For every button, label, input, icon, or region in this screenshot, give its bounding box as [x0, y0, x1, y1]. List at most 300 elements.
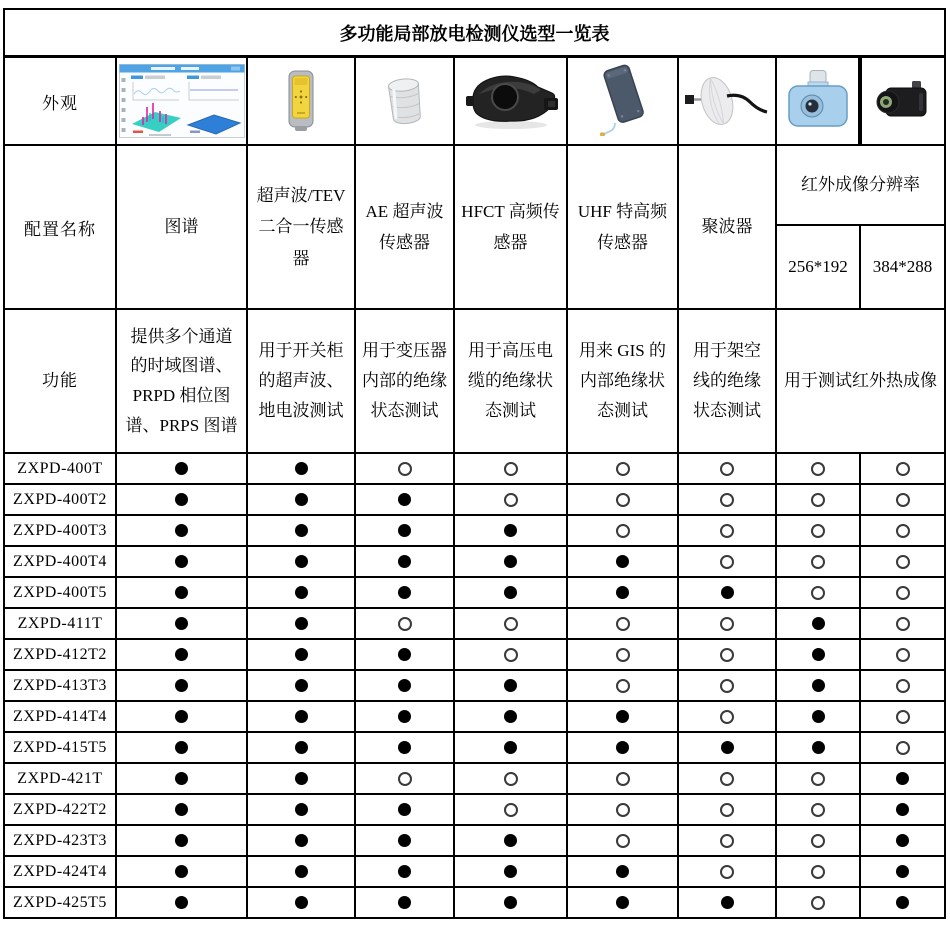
- table-row: [4, 856, 945, 887]
- function-tev: 用于开关柜的超声波、地电波测试: [247, 309, 355, 453]
- dot-cell-filled: [116, 825, 247, 856]
- dot-cell-open: [860, 608, 945, 639]
- dot-cell-filled: [116, 670, 247, 701]
- table-row: [4, 701, 945, 732]
- open-circle-icon: [616, 772, 630, 786]
- filled-circle-icon: [398, 896, 411, 909]
- filled-circle-icon: [295, 710, 308, 723]
- filled-circle-icon: [896, 834, 909, 847]
- dot-cell-filled: [247, 701, 355, 732]
- filled-circle-icon: [398, 648, 411, 661]
- dot-cell-filled: [776, 639, 860, 670]
- filled-circle-icon: [175, 555, 188, 568]
- filled-circle-icon: [295, 803, 308, 816]
- filled-circle-icon: [721, 896, 734, 909]
- dot-cell-filled: [860, 825, 945, 856]
- dot-cell-open: [454, 639, 567, 670]
- open-circle-icon: [811, 524, 825, 538]
- table-row: [4, 763, 945, 794]
- dot-cell-filled: [454, 732, 567, 763]
- dot-cell-filled: [454, 825, 567, 856]
- dot-cell-open: [567, 515, 678, 546]
- filled-circle-icon: [295, 555, 308, 568]
- function-collector: 用于架空线的绝缘状态测试: [678, 309, 776, 453]
- dot-cell-open: [860, 639, 945, 670]
- parabolic-collector-image: [678, 57, 776, 146]
- filled-circle-icon: [616, 555, 629, 568]
- table-row: [4, 515, 945, 546]
- open-circle-icon: [616, 648, 630, 662]
- model-name: ZXPD-423T3: [4, 825, 116, 856]
- open-circle-icon: [720, 679, 734, 693]
- filled-circle-icon: [721, 586, 734, 599]
- dot-cell-filled: [247, 577, 355, 608]
- dot-cell-filled: [247, 732, 355, 763]
- dot-cell-filled: [454, 546, 567, 577]
- filled-circle-icon: [504, 834, 517, 847]
- dot-cell-open: [567, 453, 678, 484]
- dot-cell-open: [860, 670, 945, 701]
- dot-cell-open: [776, 825, 860, 856]
- dot-cell-open: [860, 515, 945, 546]
- table-row: [4, 546, 945, 577]
- filled-circle-icon: [812, 617, 825, 630]
- model-name: ZXPD-400T3: [4, 515, 116, 546]
- open-circle-icon: [896, 741, 910, 755]
- open-circle-icon: [720, 772, 734, 786]
- dot-cell-filled: [776, 732, 860, 763]
- open-circle-icon: [811, 803, 825, 817]
- open-circle-icon: [504, 772, 518, 786]
- dot-cell-open: [776, 887, 860, 918]
- filled-circle-icon: [504, 741, 517, 754]
- table-row: [4, 453, 945, 484]
- open-circle-icon: [896, 617, 910, 631]
- model-name: ZXPD-400T4: [4, 546, 116, 577]
- open-circle-icon: [504, 462, 518, 476]
- open-circle-icon: [811, 772, 825, 786]
- filled-circle-icon: [398, 865, 411, 878]
- dot-cell-filled: [860, 856, 945, 887]
- filled-circle-icon: [295, 462, 308, 475]
- dot-cell-open: [678, 484, 776, 515]
- dot-cell-filled: [860, 763, 945, 794]
- open-circle-icon: [720, 555, 734, 569]
- appearance-label: 外观: [4, 57, 116, 146]
- dot-cell-open: [776, 577, 860, 608]
- open-circle-icon: [398, 462, 412, 476]
- page-title: 多功能局部放电检测仪选型一览表: [4, 9, 945, 57]
- filled-circle-icon: [616, 896, 629, 909]
- config-label: 配置名称: [4, 145, 116, 309]
- dot-cell-filled: [776, 608, 860, 639]
- dot-cell-filled: [355, 825, 454, 856]
- filled-circle-icon: [616, 741, 629, 754]
- filled-circle-icon: [398, 803, 411, 816]
- ae-ultrasonic-sensor-image: [355, 57, 454, 146]
- function-uhf: 用来 GIS 的内部绝缘状态测试: [567, 309, 678, 453]
- filled-circle-icon: [295, 741, 308, 754]
- dot-cell-open: [860, 577, 945, 608]
- open-circle-icon: [811, 834, 825, 848]
- dot-cell-open: [678, 856, 776, 887]
- open-circle-icon: [720, 865, 734, 879]
- filled-circle-icon: [398, 834, 411, 847]
- dot-cell-filled: [454, 856, 567, 887]
- dot-cell-filled: [116, 732, 247, 763]
- open-circle-icon: [616, 803, 630, 817]
- ir-resolution-256: 256*192: [776, 225, 860, 309]
- filled-circle-icon: [504, 679, 517, 692]
- dot-cell-filled: [355, 639, 454, 670]
- appearance-row: [4, 57, 945, 146]
- dot-cell-filled: [355, 732, 454, 763]
- filled-circle-icon: [295, 772, 308, 785]
- filled-circle-icon: [616, 865, 629, 878]
- dot-cell-filled: [678, 887, 776, 918]
- open-circle-icon: [896, 555, 910, 569]
- dot-cell-open: [678, 546, 776, 577]
- dot-cell-filled: [567, 856, 678, 887]
- dot-cell-open: [860, 701, 945, 732]
- model-name: ZXPD-424T4: [4, 856, 116, 887]
- filled-circle-icon: [721, 741, 734, 754]
- dot-cell-open: [355, 608, 454, 639]
- dot-cell-filled: [116, 453, 247, 484]
- dot-cell-filled: [567, 546, 678, 577]
- ir-resolution-header: 红外成像分辨率: [776, 145, 945, 225]
- tev-sensor-image: [247, 57, 355, 146]
- function-spectrum: 提供多个通道的时域图谱、PRPD 相位图谱、PRPS 图谱: [116, 309, 247, 453]
- hfct-sensor-image: [454, 57, 567, 146]
- dot-cell-filled: [355, 794, 454, 825]
- open-circle-icon: [896, 524, 910, 538]
- model-name: ZXPD-412T2: [4, 639, 116, 670]
- open-circle-icon: [896, 586, 910, 600]
- dot-cell-open: [776, 453, 860, 484]
- dot-cell-open: [567, 484, 678, 515]
- open-circle-icon: [616, 617, 630, 631]
- filled-circle-icon: [504, 586, 517, 599]
- dot-cell-filled: [678, 577, 776, 608]
- function-ae: 用于变压器内部的绝缘状态测试: [355, 309, 454, 453]
- open-circle-icon: [720, 462, 734, 476]
- function-ir: 用于测试红外热成像: [776, 309, 945, 453]
- dot-cell-filled: [116, 515, 247, 546]
- filled-circle-icon: [175, 462, 188, 475]
- dot-cell-open: [678, 763, 776, 794]
- dot-cell-open: [776, 856, 860, 887]
- dot-cell-filled: [567, 577, 678, 608]
- open-circle-icon: [720, 710, 734, 724]
- dot-cell-filled: [355, 515, 454, 546]
- filled-circle-icon: [175, 741, 188, 754]
- open-circle-icon: [811, 896, 825, 910]
- table-row: [4, 639, 945, 670]
- dot-cell-filled: [116, 608, 247, 639]
- dot-cell-filled: [247, 639, 355, 670]
- dot-cell-filled: [116, 701, 247, 732]
- filled-circle-icon: [295, 896, 308, 909]
- table-row: [4, 732, 945, 763]
- dot-cell-open: [567, 825, 678, 856]
- dot-cell-filled: [247, 887, 355, 918]
- model-name: ZXPD-421T: [4, 763, 116, 794]
- filled-circle-icon: [398, 555, 411, 568]
- dot-cell-open: [355, 763, 454, 794]
- uhf-sensor-image: [567, 57, 678, 146]
- filled-circle-icon: [295, 679, 308, 692]
- open-circle-icon: [398, 772, 412, 786]
- dot-cell-filled: [454, 887, 567, 918]
- dot-cell-open: [776, 484, 860, 515]
- dot-cell-open: [678, 608, 776, 639]
- filled-circle-icon: [295, 493, 308, 506]
- dot-cell-filled: [116, 763, 247, 794]
- config-name-uhf: UHF 特高频传感器: [567, 145, 678, 309]
- dot-cell-open: [454, 794, 567, 825]
- open-circle-icon: [616, 679, 630, 693]
- dot-cell-open: [678, 701, 776, 732]
- table-row: [4, 608, 945, 639]
- dot-cell-open: [454, 453, 567, 484]
- dot-cell-open: [567, 608, 678, 639]
- config-name-tev: 超声波/TEV 二合一传感器: [247, 145, 355, 309]
- config-name-collector: 聚波器: [678, 145, 776, 309]
- dot-cell-filled: [116, 887, 247, 918]
- model-name: ZXPD-413T3: [4, 670, 116, 701]
- open-circle-icon: [504, 617, 518, 631]
- table-row: [4, 577, 945, 608]
- dot-cell-open: [678, 670, 776, 701]
- open-circle-icon: [504, 803, 518, 817]
- filled-circle-icon: [175, 896, 188, 909]
- dot-cell-open: [678, 453, 776, 484]
- dot-cell-filled: [678, 732, 776, 763]
- open-circle-icon: [896, 462, 910, 476]
- config-name-ae: AE 超声波传感器: [355, 145, 454, 309]
- model-name: ZXPD-415T5: [4, 732, 116, 763]
- dot-cell-filled: [247, 484, 355, 515]
- dot-cell-open: [776, 546, 860, 577]
- config-name-row: [4, 145, 945, 225]
- function-hfct: 用于高压电缆的绝缘状态测试: [454, 309, 567, 453]
- open-circle-icon: [896, 710, 910, 724]
- filled-circle-icon: [175, 617, 188, 630]
- model-name: ZXPD-400T5: [4, 577, 116, 608]
- open-circle-icon: [720, 493, 734, 507]
- open-circle-icon: [504, 648, 518, 662]
- dot-cell-open: [678, 515, 776, 546]
- filled-circle-icon: [175, 648, 188, 661]
- open-circle-icon: [720, 617, 734, 631]
- dot-cell-filled: [247, 608, 355, 639]
- model-name: ZXPD-411T: [4, 608, 116, 639]
- ir-resolution-384: 384*288: [860, 225, 945, 309]
- filled-circle-icon: [616, 586, 629, 599]
- open-circle-icon: [811, 586, 825, 600]
- open-circle-icon: [811, 555, 825, 569]
- dot-cell-filled: [454, 670, 567, 701]
- filled-circle-icon: [175, 772, 188, 785]
- filled-circle-icon: [295, 617, 308, 630]
- open-circle-icon: [720, 648, 734, 662]
- dot-cell-filled: [247, 763, 355, 794]
- filled-circle-icon: [175, 586, 188, 599]
- filled-circle-icon: [896, 772, 909, 785]
- dot-cell-filled: [116, 577, 247, 608]
- filled-circle-icon: [896, 896, 909, 909]
- filled-circle-icon: [175, 524, 188, 537]
- dot-cell-open: [567, 763, 678, 794]
- ir-camera-image: [776, 57, 860, 146]
- filled-circle-icon: [896, 803, 909, 816]
- dot-cell-filled: [355, 484, 454, 515]
- open-circle-icon: [616, 524, 630, 538]
- config-name-hfct: HFCT 高频传感器: [454, 145, 567, 309]
- dot-cell-open: [454, 484, 567, 515]
- filled-circle-icon: [812, 710, 825, 723]
- open-circle-icon: [896, 493, 910, 507]
- model-name: ZXPD-400T2: [4, 484, 116, 515]
- open-circle-icon: [616, 462, 630, 476]
- model-name: ZXPD-414T4: [4, 701, 116, 732]
- dot-cell-filled: [247, 856, 355, 887]
- filled-circle-icon: [504, 710, 517, 723]
- dot-cell-open: [454, 608, 567, 639]
- dot-cell-filled: [116, 794, 247, 825]
- dot-cell-open: [678, 825, 776, 856]
- dot-cell-open: [860, 453, 945, 484]
- model-name: ZXPD-425T5: [4, 887, 116, 918]
- open-circle-icon: [811, 493, 825, 507]
- dot-cell-filled: [247, 515, 355, 546]
- open-circle-icon: [504, 493, 518, 507]
- dot-cell-filled: [567, 701, 678, 732]
- open-circle-icon: [616, 493, 630, 507]
- filled-circle-icon: [398, 493, 411, 506]
- dot-cell-filled: [355, 887, 454, 918]
- table-row: [4, 887, 945, 918]
- filled-circle-icon: [175, 834, 188, 847]
- filled-circle-icon: [812, 679, 825, 692]
- dot-cell-filled: [247, 794, 355, 825]
- open-circle-icon: [896, 679, 910, 693]
- dot-cell-filled: [860, 887, 945, 918]
- filled-circle-icon: [504, 865, 517, 878]
- filled-circle-icon: [896, 865, 909, 878]
- filled-circle-icon: [175, 679, 188, 692]
- dot-cell-open: [860, 732, 945, 763]
- open-circle-icon: [811, 462, 825, 476]
- open-circle-icon: [720, 524, 734, 538]
- dot-cell-filled: [116, 856, 247, 887]
- dot-cell-filled: [247, 546, 355, 577]
- model-name: ZXPD-400T: [4, 453, 116, 484]
- filled-circle-icon: [295, 648, 308, 661]
- open-circle-icon: [398, 617, 412, 631]
- dot-cell-open: [567, 639, 678, 670]
- table-row: [4, 484, 945, 515]
- dot-cell-open: [776, 515, 860, 546]
- dot-cell-open: [355, 453, 454, 484]
- filled-circle-icon: [398, 741, 411, 754]
- table-row: [4, 794, 945, 825]
- table-row: [4, 670, 945, 701]
- filled-circle-icon: [504, 524, 517, 537]
- filled-circle-icon: [398, 524, 411, 537]
- dot-cell-filled: [116, 639, 247, 670]
- dot-cell-filled: [355, 546, 454, 577]
- filled-circle-icon: [398, 679, 411, 692]
- filled-circle-icon: [175, 865, 188, 878]
- dot-cell-open: [776, 794, 860, 825]
- dot-cell-filled: [776, 701, 860, 732]
- dot-cell-filled: [567, 887, 678, 918]
- dot-cell-filled: [247, 453, 355, 484]
- dot-cell-filled: [454, 515, 567, 546]
- dot-cell-filled: [355, 577, 454, 608]
- filled-circle-icon: [175, 710, 188, 723]
- filled-circle-icon: [504, 896, 517, 909]
- filled-circle-icon: [295, 524, 308, 537]
- model-name: ZXPD-422T2: [4, 794, 116, 825]
- spectrum-software-image: [116, 57, 247, 146]
- function-row: [4, 309, 945, 453]
- open-circle-icon: [616, 834, 630, 848]
- dot-cell-filled: [776, 670, 860, 701]
- selection-table: [3, 8, 946, 919]
- open-circle-icon: [811, 865, 825, 879]
- dot-cell-open: [860, 546, 945, 577]
- thermal-imager-image: [860, 57, 945, 146]
- dot-cell-open: [567, 794, 678, 825]
- dot-cell-open: [678, 794, 776, 825]
- filled-circle-icon: [616, 710, 629, 723]
- open-circle-icon: [720, 834, 734, 848]
- filled-circle-icon: [398, 586, 411, 599]
- dot-cell-open: [567, 670, 678, 701]
- filled-circle-icon: [812, 741, 825, 754]
- table-row: [4, 825, 945, 856]
- filled-circle-icon: [504, 555, 517, 568]
- dot-cell-filled: [454, 701, 567, 732]
- dot-cell-open: [860, 484, 945, 515]
- filled-circle-icon: [295, 865, 308, 878]
- open-circle-icon: [896, 648, 910, 662]
- filled-circle-icon: [812, 648, 825, 661]
- filled-circle-icon: [398, 710, 411, 723]
- dot-cell-filled: [567, 732, 678, 763]
- dot-cell-filled: [116, 484, 247, 515]
- dot-cell-open: [776, 763, 860, 794]
- dot-cell-filled: [247, 825, 355, 856]
- dot-cell-filled: [454, 577, 567, 608]
- function-label: 功能: [4, 309, 116, 453]
- dot-cell-filled: [355, 670, 454, 701]
- filled-circle-icon: [175, 493, 188, 506]
- filled-circle-icon: [295, 834, 308, 847]
- dot-cell-filled: [247, 670, 355, 701]
- dot-cell-filled: [860, 794, 945, 825]
- filled-circle-icon: [295, 586, 308, 599]
- filled-circle-icon: [175, 803, 188, 816]
- title-row: [4, 9, 945, 57]
- dot-cell-filled: [355, 856, 454, 887]
- model-rows: [4, 453, 945, 918]
- dot-cell-filled: [355, 701, 454, 732]
- config-name-spectrum: 图谱: [116, 145, 247, 309]
